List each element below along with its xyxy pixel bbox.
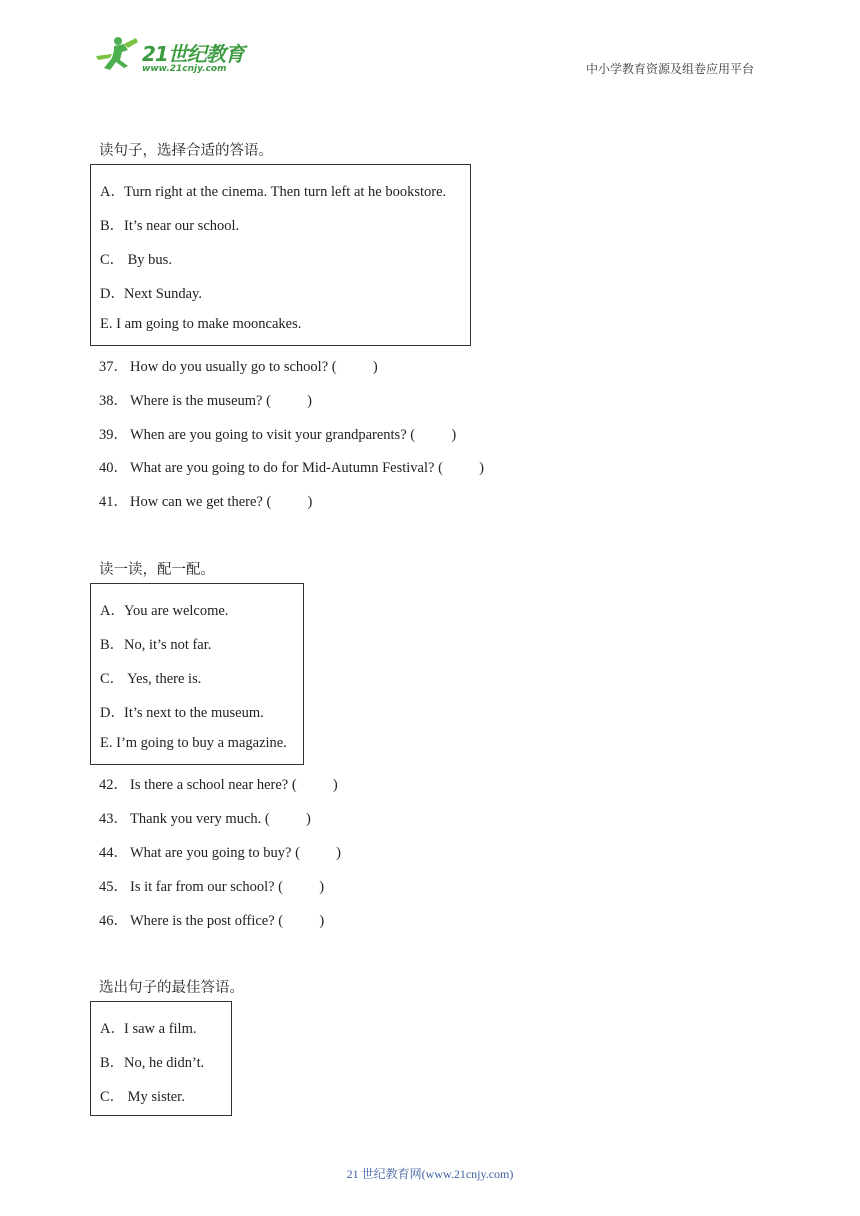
options-box — [90, 583, 304, 765]
question-item — [99, 909, 324, 930]
option-item — [100, 1051, 204, 1072]
option-label: C． — [100, 671, 125, 687]
question-number: 45． — [99, 879, 128, 895]
question-item — [99, 490, 312, 511]
question-text: Where is the museum? ( ) — [130, 393, 313, 409]
question-item — [99, 841, 341, 862]
logo-text: 21世纪教育 — [142, 42, 244, 66]
logo-url: www.21cnjy.com — [142, 64, 227, 74]
option-item — [100, 282, 202, 303]
page-footer: 21 世纪教育网(www.21cnjy.com) — [346, 1167, 514, 1181]
question-item — [99, 423, 456, 444]
question-item — [99, 875, 324, 896]
question-text: What are you going to buy? ( ) — [130, 845, 342, 861]
option-label: B． — [100, 637, 125, 653]
option-item — [100, 214, 239, 235]
option-text: I am going to make mooncakes. — [112, 316, 302, 332]
option-item — [100, 735, 287, 752]
question-text: Where is the post office? ( ) — [130, 913, 325, 929]
question-text: When are you going to visit your grandparents? ( ) — [130, 427, 457, 443]
options-box — [90, 164, 471, 346]
question-text: How can we get there? ( ) — [130, 494, 313, 510]
question-number: 44． — [99, 845, 128, 861]
option-text: No, it’s not far. — [124, 637, 212, 653]
option-text: It’s next to the museum. — [124, 705, 264, 721]
option-text: You are welcome. — [124, 603, 229, 619]
question-item — [99, 355, 378, 376]
option-item — [100, 701, 264, 722]
option-label: B． — [100, 218, 125, 234]
question-number: 37． — [99, 359, 128, 375]
section-title: 选出句子的最佳答语。 — [99, 980, 244, 996]
question-number: 43． — [99, 811, 128, 827]
section-title: 读一读，配一配。 — [99, 562, 215, 578]
option-label: E. — [100, 316, 113, 332]
option-item — [100, 248, 172, 269]
question-text: How do you usually go to school? ( ) — [130, 359, 378, 375]
option-label: A． — [100, 184, 125, 200]
option-text: Yes, there is. — [124, 671, 202, 687]
section-title: 读句子，选择合适的答语。 — [99, 143, 273, 159]
question-item — [99, 807, 311, 828]
option-item — [100, 633, 211, 654]
option-label: B． — [100, 1055, 125, 1071]
option-text: I’m going to buy a magazine. — [112, 735, 287, 751]
option-label: E. — [100, 735, 113, 751]
option-label: D． — [100, 705, 125, 721]
option-label: A． — [100, 1021, 125, 1037]
question-number: 41． — [99, 494, 128, 510]
options-box — [90, 1001, 232, 1116]
question-text: Thank you very much. ( ) — [130, 811, 311, 827]
question-text: Is it far from our school? ( ) — [130, 879, 325, 895]
question-item — [99, 456, 484, 477]
question-number: 40． — [99, 460, 128, 476]
question-item — [99, 389, 312, 410]
question-text: What are you going to do for Mid-Autumn Festival? ( ) — [130, 460, 484, 476]
option-text: Turn right at the cinema. Then turn left at he bookstore. — [124, 184, 447, 200]
site-logo — [94, 34, 256, 76]
option-item — [100, 316, 301, 333]
option-label: C． — [100, 252, 125, 268]
option-item — [100, 599, 228, 620]
option-text: No, he didn’t. — [124, 1055, 205, 1071]
option-label: C． — [100, 1089, 125, 1105]
option-item — [100, 180, 446, 201]
option-item — [100, 1085, 185, 1106]
option-text: By bus. — [124, 252, 172, 268]
question-number: 38． — [99, 393, 128, 409]
option-text: My sister. — [124, 1089, 185, 1105]
question-item — [99, 773, 338, 794]
question-number: 46． — [99, 913, 128, 929]
option-text: Next Sunday. — [124, 286, 202, 302]
option-text: It’s near our school. — [124, 218, 240, 234]
question-number: 39． — [99, 427, 128, 443]
question-number: 42． — [99, 777, 128, 793]
option-label: A． — [100, 603, 125, 619]
option-item — [100, 1017, 196, 1038]
question-text: Is there a school near here? ( ) — [130, 777, 338, 793]
site-name: 中小学教育资源及组卷应用平台 — [585, 62, 754, 76]
option-item — [100, 667, 201, 688]
option-label: D． — [100, 286, 125, 302]
option-text: I saw a film. — [124, 1021, 197, 1037]
